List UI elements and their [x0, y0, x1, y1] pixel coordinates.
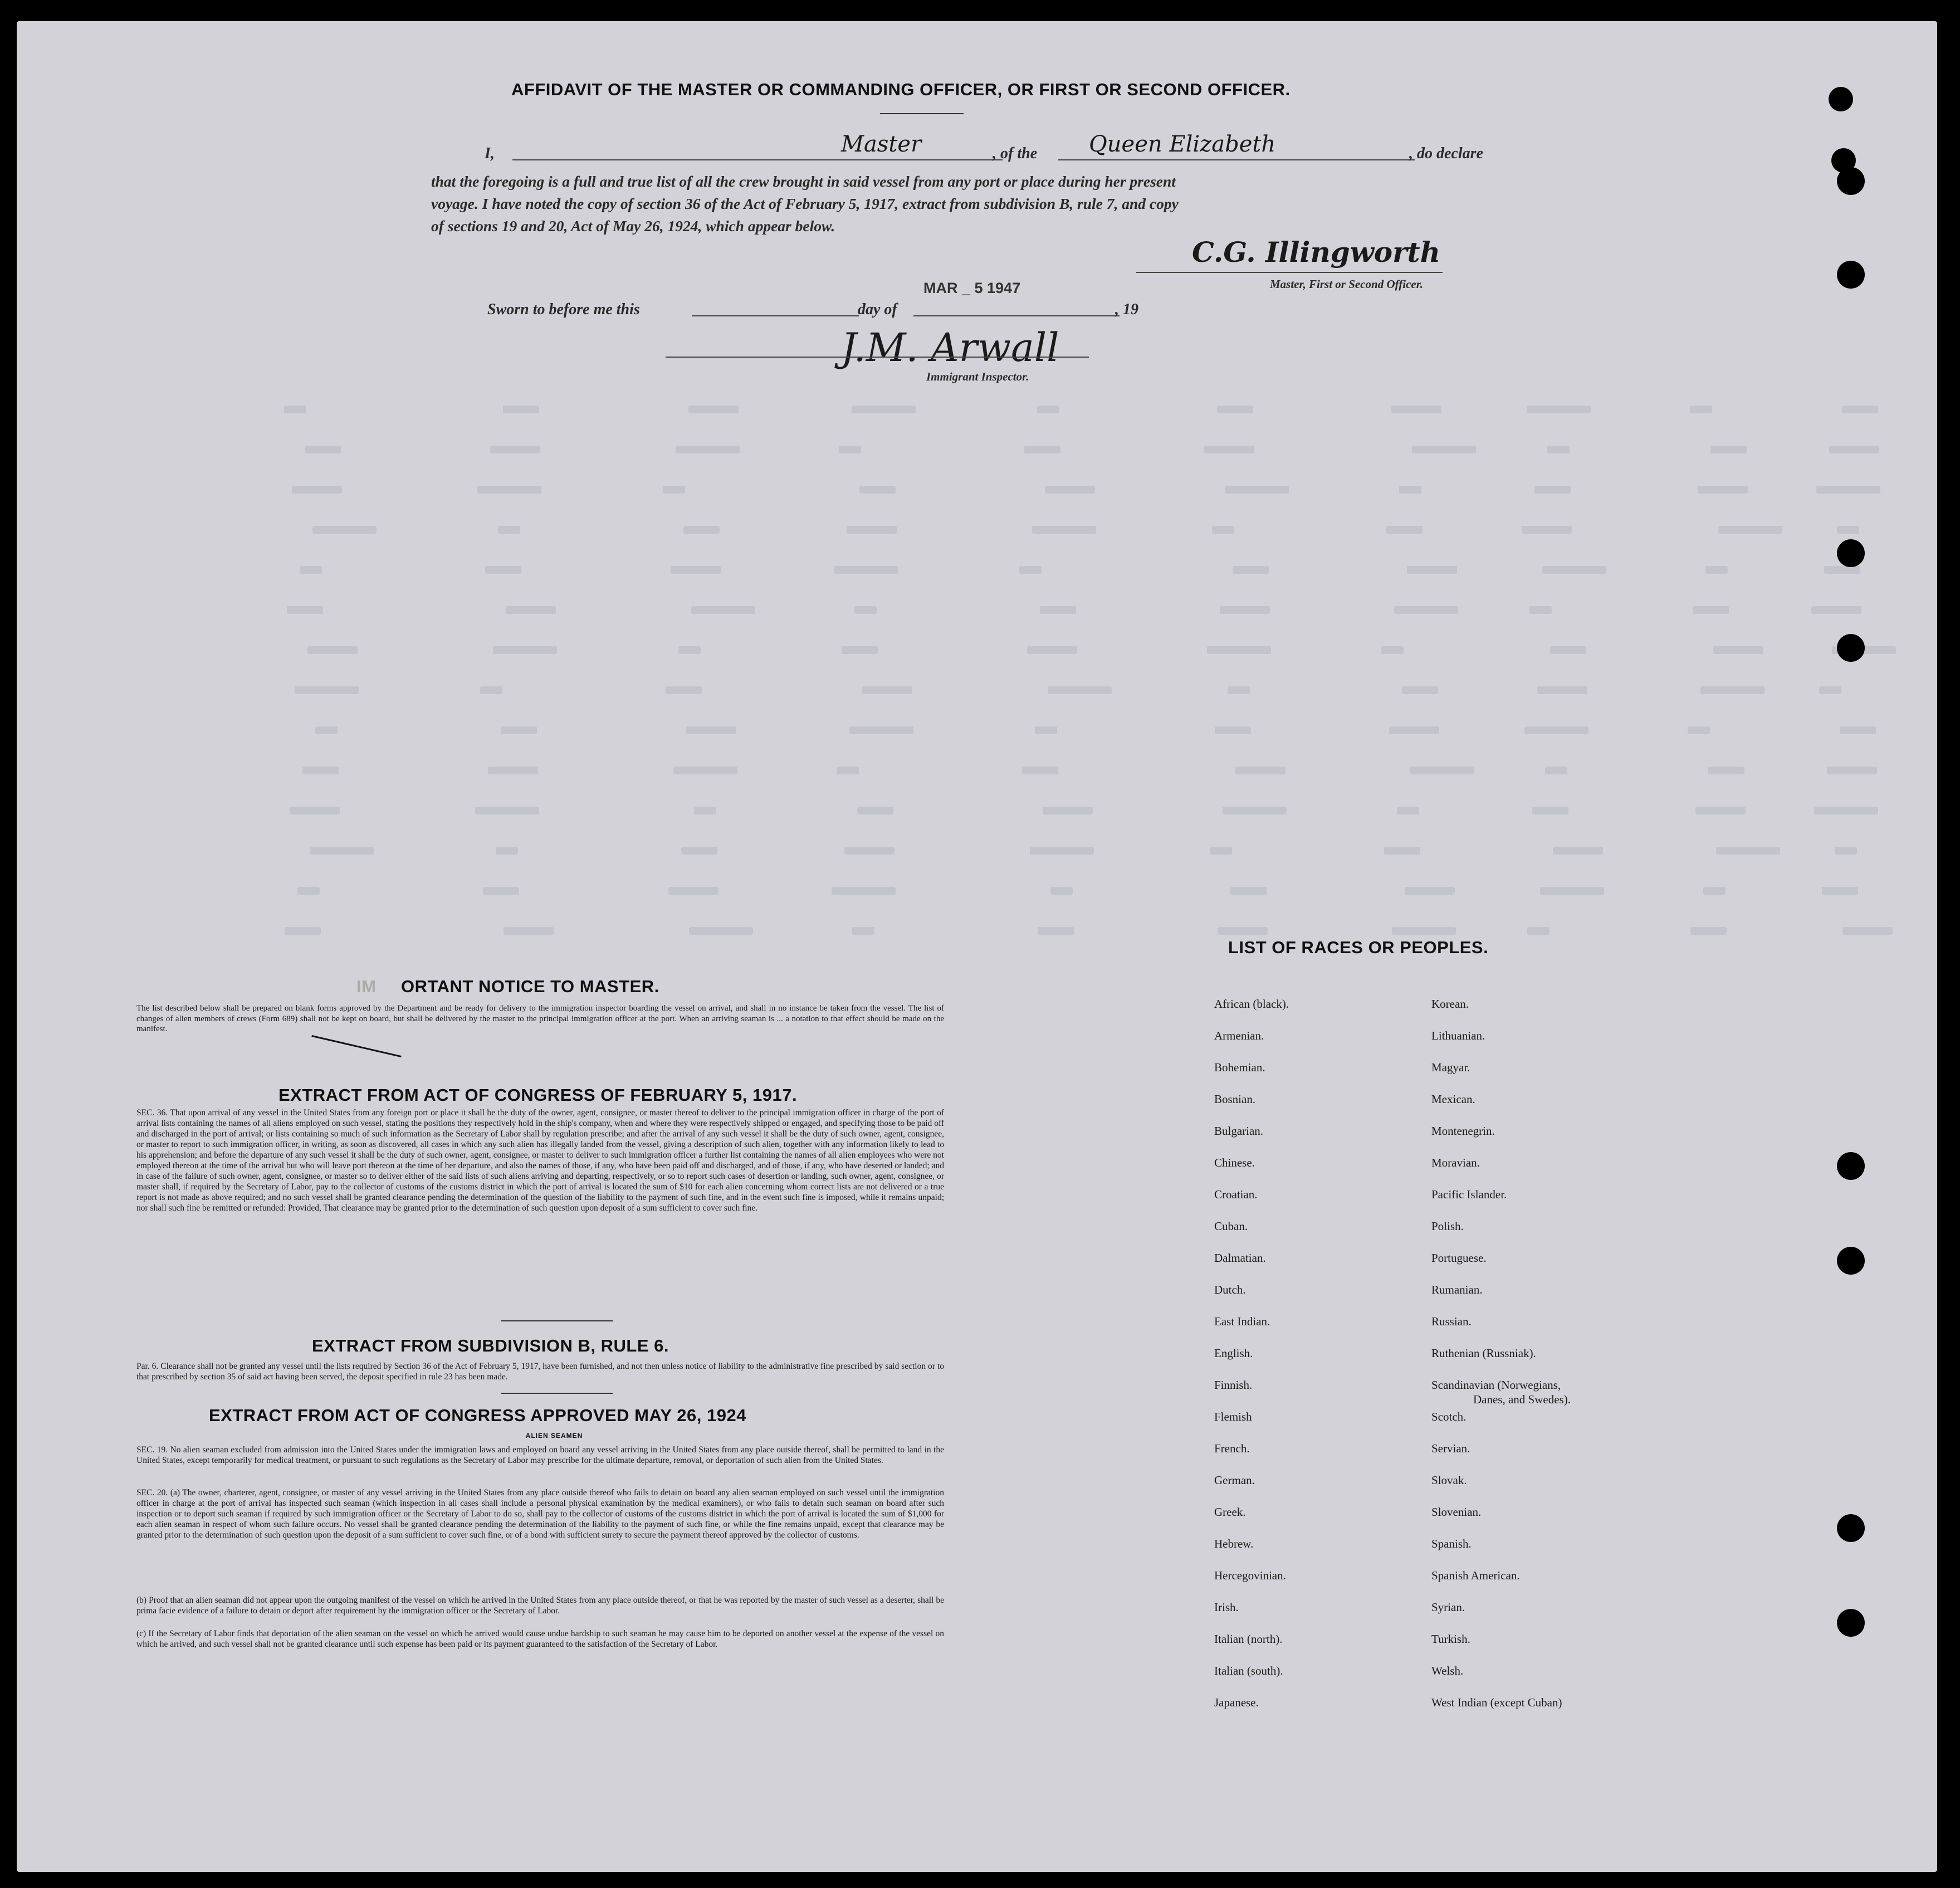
extract3-sec20c: (c) If the Secretary of Labor finds that deportation of the alien seaman on the vessel on which he arrived would cause undue hardship to such seaman he may cause him to be deported on another vessel at the expense of the vessel on which he arrived, and such vessel shall not be granted clearance until such expense has been paid or its payment guaranteed to the satisfaction of the Secretary of Labor. — [136, 1629, 944, 1649]
race-item: Flemish — [1214, 1410, 1252, 1423]
race-item: Bosnian. — [1214, 1092, 1256, 1106]
race-item: Scandinavian (Norwegians, — [1431, 1378, 1561, 1392]
race-item: Turkish. — [1431, 1632, 1470, 1646]
year-prefix-label: , 19 — [1115, 301, 1138, 318]
race-item: Spanish. — [1431, 1537, 1472, 1550]
bleed-through-mark — [1527, 927, 1550, 935]
punch-hole — [1837, 1247, 1865, 1275]
divider — [501, 1320, 613, 1321]
bleed-through-mark — [315, 726, 338, 734]
bleed-through-mark — [1703, 887, 1726, 895]
bleed-through-mark — [1545, 767, 1567, 774]
races-title: LIST OF RACES OR PEOPLES. — [1228, 938, 1489, 957]
bleed-through-mark — [1698, 486, 1748, 494]
bleed-through-mark — [1816, 486, 1880, 494]
rank-field-line — [512, 159, 1003, 160]
bleed-through-mark — [1835, 847, 1857, 855]
bleed-through-mark — [1410, 767, 1474, 774]
punch-hole — [1837, 1609, 1865, 1637]
rank-handwritten: Master — [841, 131, 922, 157]
bleed-through-mark — [297, 887, 320, 895]
bleed-through-mark — [1405, 887, 1455, 895]
inspector-signature: J.M. Arwall — [841, 325, 1059, 370]
bleed-through-mark — [839, 446, 861, 453]
race-item: Croatian. — [1214, 1188, 1258, 1201]
bleed-through-mark — [1233, 566, 1269, 574]
bleed-through-mark — [1048, 686, 1112, 694]
bleed-through-mark — [1695, 807, 1746, 814]
bleed-through-mark — [1032, 526, 1096, 534]
race-scandinavian-cont: Danes, and Swedes). — [1473, 1393, 1571, 1406]
bleed-through-mark — [285, 927, 321, 935]
bleed-through-mark — [832, 887, 896, 895]
bleed-through-mark — [1235, 767, 1286, 774]
bleed-through-mark — [287, 606, 323, 614]
race-item: Armenian. — [1214, 1029, 1264, 1042]
bleed-through-mark — [663, 486, 685, 494]
bleed-through-mark — [1204, 446, 1254, 453]
race-item: French. — [1214, 1442, 1250, 1455]
bleed-through-mark — [837, 767, 859, 774]
bleed-through-mark — [1822, 887, 1858, 895]
extract2-title: EXTRACT FROM SUBDIVISION B, RULE 6. — [312, 1336, 669, 1355]
bleed-through-mark — [302, 767, 339, 774]
race-item: English. — [1214, 1347, 1253, 1360]
bleed-through-mark — [490, 446, 540, 453]
race-item: Portuguese. — [1431, 1251, 1487, 1265]
bleed-through-mark — [1829, 446, 1879, 453]
bleed-through-mark — [681, 847, 717, 855]
race-item: Greek. — [1214, 1505, 1246, 1519]
sworn-label: Sworn to before me this — [487, 301, 640, 318]
bleed-through-mark — [480, 686, 502, 694]
signature-caption: Master, First or Second Officer. — [1270, 277, 1423, 291]
race-item: Mexican. — [1431, 1092, 1475, 1106]
bleed-through-mark — [852, 406, 916, 413]
bleed-through-mark — [688, 406, 739, 413]
punch-hole — [1837, 167, 1865, 195]
race-item: Moravian. — [1431, 1156, 1480, 1169]
affidavit-title: AFFIDAVIT OF THE MASTER OR COMMANDING OFFICER, OR FIRST OR SECOND OFFICER. — [511, 80, 1291, 99]
bleed-through-mark — [1019, 566, 1042, 574]
bleed-through-mark — [1827, 767, 1877, 774]
extract3-sec20b: (b) Proof that an alien seaman did not appear upon the outgoing manifest of the vessel on which he arrived in the United States from any place outside thereof, or that he was reported by the master of such vessel as a deserter, shall be prima facie evidence of a failure to detain or deport after requirement by the immigration officer or the Secretary of Labor. — [136, 1596, 944, 1616]
bleed-through-mark — [1842, 927, 1893, 935]
race-item: Lithuanian. — [1431, 1029, 1485, 1042]
notice-pen-stroke — [311, 1035, 401, 1057]
bleed-through-mark — [1391, 406, 1441, 413]
divider — [501, 1393, 613, 1394]
bleed-through-mark — [1038, 927, 1074, 935]
extract3-sec19: SEC. 19. No alien seaman excluded from admission into the United States under the immigration laws and employed on board any vessel arriving in the United States from any place outside thereof, shall be permitted to land in the United States, except temporarily for medical treatment, or pursuant to such regulations as the Secretary of Labor may prescribe for the ultimate departure, removal, or deportation of such alien from the United States. — [136, 1445, 944, 1465]
extract3-subtitle: ALIEN SEAMEN — [525, 1432, 583, 1440]
race-item: Slovenian. — [1431, 1505, 1482, 1519]
bleed-through-mark — [1230, 887, 1267, 895]
inspector-caption: Immigrant Inspector. — [926, 370, 1029, 383]
bleed-through-mark — [1716, 847, 1780, 855]
bleed-through-mark — [1547, 446, 1570, 453]
bleed-through-mark — [844, 847, 895, 855]
bleed-through-mark — [1050, 887, 1073, 895]
bleed-through-mark — [671, 566, 721, 574]
bleed-through-mark — [1217, 406, 1253, 413]
document-page — [17, 21, 1937, 1872]
bleed-through-mark — [1220, 606, 1270, 614]
race-item: Slovak. — [1431, 1474, 1467, 1487]
bleed-through-mark — [862, 686, 912, 694]
bleed-through-mark — [859, 486, 896, 494]
notice-title: ORTANT NOTICE TO MASTER. — [401, 977, 659, 996]
bleed-through-mark — [1022, 767, 1058, 774]
race-item: Korean. — [1431, 997, 1469, 1011]
bleed-through-mark — [857, 807, 893, 814]
race-item: Bohemian. — [1214, 1061, 1265, 1074]
bleed-through-mark — [694, 807, 716, 814]
race-item: Ruthenian (Russniak). — [1431, 1347, 1536, 1360]
bleed-through-mark — [503, 406, 539, 413]
bleed-through-mark — [1690, 927, 1727, 935]
bleed-through-mark — [1386, 526, 1423, 534]
do-declare-label: , do declare — [1409, 145, 1483, 162]
bleed-through-mark — [1527, 406, 1591, 413]
bleed-through-mark — [1550, 646, 1586, 654]
bleed-through-mark — [312, 526, 377, 534]
bleed-through-mark — [1540, 887, 1604, 895]
bleed-through-mark — [488, 767, 538, 774]
punch-hole — [1837, 539, 1865, 567]
bleed-through-mark — [1210, 847, 1232, 855]
bleed-through-mark — [673, 767, 737, 774]
race-item: Hebrew. — [1214, 1537, 1254, 1550]
bleed-through-mark — [1223, 807, 1287, 814]
race-item: Scotch. — [1431, 1410, 1467, 1423]
bleed-through-mark — [1043, 807, 1093, 814]
bleed-through-mark — [1542, 566, 1606, 574]
bleed-through-mark — [501, 726, 537, 734]
race-item: Magyar. — [1431, 1061, 1470, 1074]
notice-text: The list described below shall be prepared on blank forms approved by the Department and be ready for delivery to the immigration inspector boarding the vessel on arrival, and shall in no instance be taken from the vessel. The list of changes of alien members of crews (Form 689) shall not be kept on board, but shall be delivered by the master to the principal immigration officer at the port. When an arriving seaman is ... a notation to that effect should be made on the manifest. — [136, 1004, 944, 1033]
bleed-through-mark — [1532, 807, 1568, 814]
bleed-through-mark — [683, 526, 720, 534]
bleed-through-mark — [1537, 686, 1587, 694]
race-item: Dalmatian. — [1214, 1251, 1266, 1265]
bleed-through-mark — [678, 646, 701, 654]
bleed-through-mark — [1842, 406, 1878, 413]
bleed-through-mark — [1690, 406, 1712, 413]
bleed-through-mark — [290, 807, 340, 814]
affidavit-body-line1: that the foregoing is a full and true list of all the crew brought in said vessel from any port or place during her present — [431, 173, 1176, 190]
bleed-through-mark — [689, 927, 753, 935]
bleed-through-mark — [666, 686, 702, 694]
bleed-through-mark — [307, 646, 358, 654]
bleed-through-mark — [1045, 486, 1095, 494]
race-item: Italian (north). — [1214, 1632, 1283, 1646]
race-item: Italian (south). — [1214, 1664, 1283, 1677]
bleed-through-mark — [1811, 606, 1861, 614]
bleed-through-mark — [1381, 646, 1404, 654]
bleed-through-mark — [834, 566, 898, 574]
race-item: Russian. — [1431, 1315, 1472, 1328]
punch-hole — [1837, 261, 1865, 289]
bleed-through-mark — [1407, 566, 1457, 574]
bleed-through-mark — [1693, 606, 1729, 614]
race-item: Welsh. — [1431, 1664, 1464, 1677]
race-item: East Indian. — [1214, 1315, 1270, 1328]
bleed-through-mark — [1688, 726, 1710, 734]
vessel-field-line — [1058, 159, 1415, 160]
bleed-through-mark — [1553, 847, 1603, 855]
bleed-through-mark — [1718, 526, 1782, 534]
bleed-through-mark — [1218, 927, 1268, 935]
race-item: African (black). — [1214, 997, 1289, 1011]
bleed-through-mark — [1024, 446, 1060, 453]
race-item: Rumanian. — [1431, 1283, 1483, 1296]
bleed-through-mark — [691, 606, 755, 614]
bleed-through-mark — [485, 566, 521, 574]
bleed-through-mark — [686, 726, 736, 734]
affidavit-i-label: I, — [485, 145, 495, 162]
bleed-through-mark — [849, 726, 913, 734]
signature-line — [1136, 272, 1443, 273]
sworn-day-line — [692, 315, 859, 316]
bleed-through-mark — [847, 526, 897, 534]
bleed-through-mark — [1814, 807, 1878, 814]
race-item: Syrian. — [1431, 1601, 1465, 1614]
race-item: Spanish American. — [1431, 1569, 1520, 1582]
bleed-through-mark — [1225, 486, 1289, 494]
vessel-handwritten: Queen Elizabeth — [1089, 131, 1276, 157]
bleed-through-mark — [1522, 526, 1572, 534]
of-the-label: , of the — [993, 145, 1038, 162]
sworn-month-line — [913, 315, 1120, 316]
race-item: Irish. — [1214, 1601, 1239, 1614]
notice-title-faint: IM — [356, 977, 377, 996]
bleed-through-mark — [1212, 526, 1234, 534]
extract3-sec20a: SEC. 20. (a) The owner, charterer, agent, consignee, or master of any vessel arriving in the United States from any place outside thereof who fails to detain on board any alien seaman employed on such vessel until the immigration officer in charge at the port of arrival has inspected such seaman (which inspection in all cases shall include a personal physical examination by the medical examiners), or who fails to detain such seaman on board after such inspection or to deport such seaman if required by such immigration officer or the Secretary of Labor to do so, shall pay to the collector of customs of the customs district in which the port of arrival is located the sum of $1,000 for each alien seaman in respect of whom such failure occurs. No vessel shall be granted clearance pending the determination of the liability to the payment of such fine, or while the fine remains unpaid, except that clearance may be granted prior to the determination of such question upon the deposit of a sum sufficient to cover such fine, or of a bond with sufficient surety to secure the payment thereof approved by the collector of customs. — [136, 1488, 944, 1540]
bleed-through-mark — [1710, 446, 1747, 453]
bleed-through-mark — [1700, 686, 1765, 694]
master-signature: C.G. Illingworth — [1192, 236, 1440, 269]
bleed-through-mark — [1402, 686, 1438, 694]
bleed-through-mark — [477, 486, 541, 494]
bleed-through-mark — [1394, 606, 1458, 614]
race-item: Servian. — [1431, 1442, 1470, 1455]
bleed-through-mark — [1215, 726, 1251, 734]
bleed-through-mark — [1713, 646, 1763, 654]
race-item: Bulgarian. — [1214, 1124, 1264, 1138]
bleed-through-mark — [292, 486, 342, 494]
race-item: Montenegrin. — [1431, 1124, 1495, 1138]
race-item: German. — [1214, 1474, 1255, 1487]
punch-hole — [1829, 87, 1853, 111]
bleed-through-mark — [496, 847, 518, 855]
bleed-through-mark — [1534, 486, 1571, 494]
bleed-through-mark — [310, 847, 374, 855]
race-item: Finnish. — [1214, 1378, 1253, 1392]
bleed-through-mark — [1824, 566, 1860, 574]
punch-hole — [1837, 1152, 1865, 1180]
bleed-through-mark — [1030, 847, 1094, 855]
bleed-through-mark — [1040, 606, 1076, 614]
affidavit-body-line2: voyage. I have noted the copy of section 36 of the Act of February 5, 1917, extract from subdivision B, rule 7, and copy — [431, 195, 1179, 212]
bleed-through-mark — [1412, 446, 1476, 453]
extract1-text: SEC. 36. That upon arrival of any vessel in the United States from any foreign port or place it shall be the duty of the owner, agent, consignee, or master thereof to deliver to the principal immigration officer in charge of the port of arrival lists containing the names of all aliens employed on such vessel, stating the positions they respectively hold in the ship's company, when and where they were respectively shipped or engaged, and specifying those to be paid off and discharged in the port of arrival; or lists containing so much of such information as the Secretary of Labor shall by regulation prescribe; and after the arrival of any such vessel it shall be the duty of such owner, agent, consignee, or master to report to such immigration officer, in writing, as soon as discovered, all cases in which any such alien has illegally landed from the vessel, giving a description of such alien, together with any information likely to lead to his apprehension; and before the departure of any such vessel it shall be the duty of such owner, agent, consignee, or master to deliver to such immigration officer a further list containing the names of all alien employees who were not employed thereon at the time of the arrival but who will leave port thereon at the time of her departure, and also the names of those, if any, who have been paid off and discharged, and of those, if any, who have deserted or landed; and in case of the failure of such owner, agent, consignee, or master so to deliver either of the said lists of such aliens arriving and departing, respectively, or so to report such cases of desertion or landing, such owner, agent, consignee, or master shall, if required by the Secretary of Labor, pay to the collector of customs of the customs district in which the port of arrival is located the sum of $10 for each alien concerning whom correct lists are not delivered or a true report is not made as above required; and no such vessel shall be granted clearance pending the determination of the question of the liability to the payment of such fine, and in the event such fine is imposed, while it remains unpaid; nor shall such fine be remitted or refunded: Provided, That clearance may be granted prior to the determination of such question upon deposit of a sum sufficient to cover such fine. — [136, 1108, 944, 1213]
bleed-through-mark — [1819, 686, 1841, 694]
punch-hole — [1837, 1514, 1865, 1542]
race-item: West Indian (except Cuban) — [1431, 1696, 1562, 1709]
extract2-text: Par. 6. Clearance shall not be granted any vessel until the lists required by Section 36 of the Act of February 5, 1917, have been furnished, and not then unless notice of liability to the administrative fine prescribed by said section or to that prescribed by section 35 of said act having been served, the deposit specified in rule 23 has been made. — [136, 1362, 944, 1382]
bleed-through-mark — [295, 686, 359, 694]
race-item: Chinese. — [1214, 1156, 1255, 1169]
bleed-through-mark — [504, 927, 554, 935]
bleed-through-mark — [1207, 646, 1271, 654]
bleed-through-mark — [1389, 726, 1439, 734]
bleed-through-mark — [300, 566, 322, 574]
bleed-through-mark — [1027, 646, 1077, 654]
date-stamp: MAR _ 5 1947 — [923, 280, 1021, 296]
bleed-through-mark — [475, 807, 539, 814]
bleed-through-mark — [483, 887, 519, 895]
bleed-through-mark — [1840, 726, 1876, 734]
bleed-through-mark — [1035, 726, 1057, 734]
bleed-through-mark — [1392, 927, 1456, 935]
bleed-through-mark — [1529, 606, 1552, 614]
race-item: Pacific Islander. — [1431, 1188, 1507, 1201]
bleed-through-mark — [1037, 406, 1059, 413]
bleed-through-mark — [1228, 686, 1250, 694]
punch-hole — [1837, 634, 1865, 662]
bleed-through-mark — [1397, 807, 1419, 814]
bleed-through-mark — [852, 927, 874, 935]
extract1-title: EXTRACT FROM ACT OF CONGRESS OF FEBRUARY 5, 1917. — [278, 1085, 798, 1105]
inspector-line — [666, 357, 1089, 358]
race-item: Dutch. — [1214, 1283, 1246, 1296]
bleed-through-mark — [842, 646, 878, 654]
bleed-through-mark — [1399, 486, 1421, 494]
bleed-through-mark — [668, 887, 718, 895]
extract3-title: EXTRACT FROM ACT OF CONGRESS APPROVED MAY 26, 1924 — [209, 1406, 746, 1425]
bleed-through-mark — [854, 606, 877, 614]
bleed-through-mark — [284, 406, 306, 413]
bleed-through-mark — [1708, 767, 1744, 774]
bleed-through-mark — [493, 646, 557, 654]
race-item: Cuban. — [1214, 1219, 1248, 1233]
race-item: Japanese. — [1214, 1696, 1259, 1709]
bleed-through-mark — [1705, 566, 1728, 574]
affidavit-body-line3: of sections 19 and 20, Act of May 26, 1924, which appear below. — [431, 217, 835, 235]
bleed-through-mark — [305, 446, 341, 453]
bleed-through-mark — [1384, 847, 1420, 855]
bleed-through-mark — [1524, 726, 1588, 734]
day-of-label: day of — [858, 301, 897, 318]
divider — [880, 113, 964, 114]
race-item: Polish. — [1431, 1219, 1464, 1233]
bleed-through-mark — [506, 606, 556, 614]
bleed-through-mark — [1837, 526, 1859, 534]
bleed-through-mark — [676, 446, 740, 453]
bleed-through-mark — [498, 526, 520, 534]
race-item: Hercegovinian. — [1214, 1569, 1286, 1582]
